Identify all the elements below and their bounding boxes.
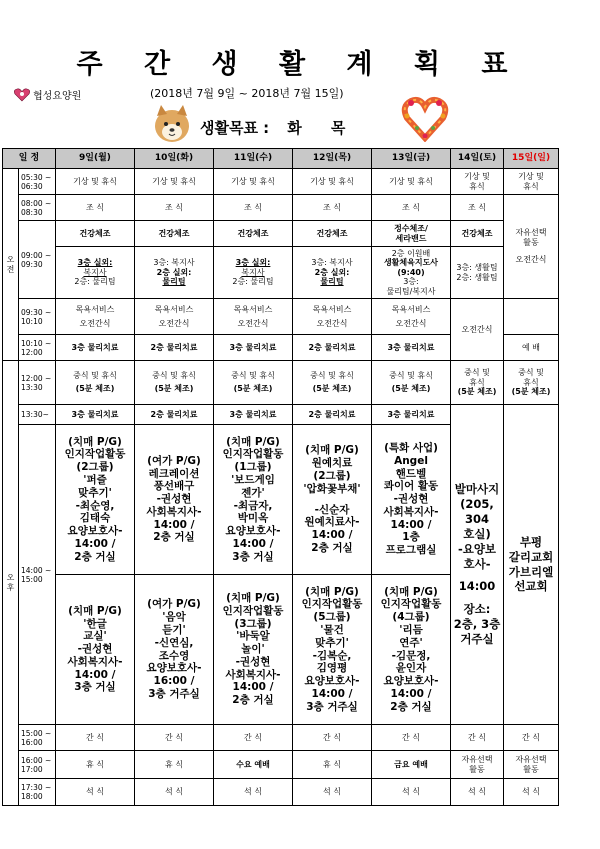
goal-label: 생활목표 : [200,119,270,137]
schedule-cell: 석 식 [135,779,214,806]
schedule-cell: 간 식 [135,725,214,751]
schedule-cell: 3층 물리치료 [372,405,451,425]
schedule-cell: 3층 물리치료 [56,335,135,361]
schedule-cell: 조 식 [56,195,135,221]
table-row [3,779,559,806]
schedule-cell: 기상 및 휴식 [451,169,504,195]
schedule-cell: 3층: 복지사 2층 실외: 물리팀 [293,247,372,299]
time-cell: 14:00 ~ 15:00 [19,425,56,725]
schedule-cell: 목욕서비스 오전간식 [372,299,451,335]
time-cell: 05:30 ~ 06:30 [19,169,56,195]
schedule-cell: 수요 예배 [214,751,293,779]
schedule-cell: 석 식 [214,779,293,806]
period-text: (2018년 7월 9일 ~ 2018년 7월 15일) [150,87,344,100]
time-cell: 10:10 ~ 12:00 [19,335,56,361]
schedule-cell: 건강체조 [135,221,214,247]
schedule-cell: 3층: 복지사 2층 실외: 물리팀 [135,247,214,299]
table-row [3,299,559,335]
table-row [3,247,559,299]
schedule-cell: 석 식 [372,779,451,806]
schedule-cell: 석 식 [293,779,372,806]
schedule-cell: 간 식 [56,725,135,751]
header-day: 11일(수) [214,149,293,169]
schedule-cell: 간 식 [214,725,293,751]
schedule-cell: 3층: 생활팀 2층: 생활팀 [451,247,504,299]
schedule-cell: 간 식 [504,725,559,751]
program-cell: (특화 사업) Angel 핸드벨 콰이어 활동 -권성현 사회복지사- 14:00 / 1층 프로그램실 (치매 P/G) 인지작업활동 (4그룹) '리듬 연주' -김문정, 윤인자 요양보호사- 14:00 / 2층 거실 [372,425,451,725]
header-day: 13일(금) [372,149,451,169]
header-day: 12일(목) [293,149,372,169]
schedule-cell: 목욕서비스 오전간식 [214,299,293,335]
life-goal [200,117,357,138]
schedule-cell: 기상 및 휴식 [214,169,293,195]
schedule-cell: 예 배 [504,335,559,361]
time-cell: 12:00 ~ 13:30 [19,361,56,405]
schedule-cell: 3층 물리치료 [214,335,293,361]
schedule-cell: 정수체조/ 세라밴드 [372,221,451,247]
schedule-cell: 휴 식 [293,751,372,779]
schedule-cell: 2층 물리치료 [135,405,214,425]
schedule-cell: 기상 및 휴식 [504,169,559,195]
section-pm: 오 후 [3,361,19,806]
schedule-cell: 자유선택 활동 [451,751,504,779]
schedule-cell: 휴 식 [56,751,135,779]
schedule-cell: 건강체조 [56,221,135,247]
time-cell: 17:30 ~ 18:00 [19,779,56,806]
schedule-table [2,148,559,806]
schedule-cell: 목욕서비스 오전간식 [293,299,372,335]
schedule-cell: 중식 및 휴식 (5분 체조) [372,361,451,405]
table-row [3,405,559,425]
schedule-cell: 목욕서비스 오전간식 [56,299,135,335]
schedule-cell: 자유선택 활동 [504,751,559,779]
page-title: 주 간 생 활 계 획 표 [76,49,524,80]
sunday-am-cell: 자유선택 활동 오전간식 [504,195,559,299]
table-row [3,751,559,779]
program-cell: (치매 P/G) 원예치료 (2그룹) '압화꽃부채' -신순자 원예치료사- 14:00 / 2층 거실 (치매 P/G) 인지작업활동 (5그룹) '물건 맞추기' -김복순, 김영평 요양보호사- 14:00 / 3층 거주실 [293,425,372,725]
sunday-church-cell: 부평 갈리교회 가브리엘 선교회 [504,405,559,725]
schedule-cell: 금요 예배 [372,751,451,779]
table-row [3,195,559,221]
header-section: 일 정 [3,149,56,169]
time-cell: 15:00 ~ 16:00 [19,725,56,751]
schedule-cell: 2층 이원배 생활체육지도사 (9:40) 3층: 물리팀/복지사 [372,247,451,299]
header-day: 10일(화) [135,149,214,169]
program-cell: (여가 P/G) 레크레이션 풍선배구 -권성현 사회복지사- 14:00 / 2층 거실 (여가 P/G) '음악 듣기' -신연심, 조수영 요양보호사- 16:00 / 3층 거주실 [135,425,214,725]
org-name: 협성요양원 [33,91,82,102]
schedule-cell: 중식 및 휴식 (5분 체조) [56,361,135,405]
table-row [3,725,559,751]
section-am: 오 전 [3,169,19,361]
schedule-cell: 건강체조 [293,221,372,247]
schedule-cell: 기상 및 휴식 [293,169,372,195]
time-cell: 16:00 ~ 17:00 [19,751,56,779]
schedule-cell: 건강체조 [214,221,293,247]
schedule-cell: 2층 물리치료 [293,335,372,361]
org-label [13,87,81,102]
schedule-cell: 조 식 [293,195,372,221]
schedule-cell: 기상 및 휴식 [135,169,214,195]
program-cell: (치매 P/G) 인지작업활동 (2그룹) '퍼즐 맞추기' -최순영, 김태숙 요양보호사- 14:00 / 2층 거실 (치매 P/G) '한글 교실' -권성현 사회복지사- 14:00 / 3층 거실 [56,425,135,725]
time-cell: 09:30 ~ 10:10 [19,299,56,335]
time-cell: 08:00 ~ 08:30 [19,195,56,221]
goal-value: 화 목 [287,119,358,137]
schedule-cell: 석 식 [56,779,135,806]
schedule-cell: 중식 및 휴식 (5분 체조) [451,361,504,405]
schedule-cell: 기상 및 휴식 [372,169,451,195]
schedule-cell: 석 식 [504,779,559,806]
schedule-cell: 석 식 [451,779,504,806]
table-row [3,361,559,405]
puppy-icon [150,104,194,144]
schedule-cell: 3층 실외: 복지사 2층: 물리팀 [56,247,135,299]
schedule-cell: 3층 물리치료 [56,405,135,425]
schedule-cell: 간 식 [293,725,372,751]
org-logo-icon [13,88,31,102]
schedule-cell: 간 식 [372,725,451,751]
time-cell: 09:00 ~ 09:30 [19,221,56,299]
header-row [3,149,559,169]
flower-wreath-icon [401,94,449,142]
schedule-cell: 조 식 [372,195,451,221]
schedule-cell: 3층 실외: 복지사 2층: 물리팀 [214,247,293,299]
foot-massage-cell: 발마사지 (205, 304 호실) -요양보 호사- 14:00 장소: 2층, 3층 거주실 [451,405,504,725]
table-row [3,169,559,195]
schedule-cell: 기상 및 휴식 [56,169,135,195]
schedule-cell: 중식 및 휴식 (5분 체조) [135,361,214,405]
header-day: 14일(토) [451,149,504,169]
schedule-cell: 간 식 [451,725,504,751]
schedule-cell: 2층 물리치료 [293,405,372,425]
schedule-cell: 중식 및 휴식 (5분 체조) [293,361,372,405]
schedule-cell: 오전간식 [451,299,504,361]
schedule-cell: 건강체조 [451,221,504,247]
table-row [3,221,559,247]
schedule-cell: 휴 식 [135,751,214,779]
program-cell: (치매 P/G) 인지작업활동 (1그룹) '보드게임 젠가' -최금자, 박미옥 요양보호사- 14:00 / 3층 거실 (치매 P/G) 인지작업활동 (3그룹) '바둑알 놀이' -권성현 사회복지사- 14:00 / 2층 거실 [214,425,293,725]
schedule-cell: 목욕서비스 오전간식 [135,299,214,335]
schedule-cell: 2층 물리치료 [135,335,214,361]
header-day-sunday: 15일(일) [504,149,559,169]
header-day: 9일(월) [56,149,135,169]
schedule-cell: 3층 물리치료 [372,335,451,361]
schedule-cell: 조 식 [451,195,504,221]
schedule-cell: 조 식 [135,195,214,221]
time-cell: 13:30~ [19,405,56,425]
schedule-cell: 중식 및 휴식 (5분 체조) [504,361,559,405]
schedule-cell [504,299,559,335]
schedule-cell: 3층 물리치료 [214,405,293,425]
schedule-cell: 중식 및 휴식 (5분 체조) [214,361,293,405]
schedule-cell: 조 식 [214,195,293,221]
